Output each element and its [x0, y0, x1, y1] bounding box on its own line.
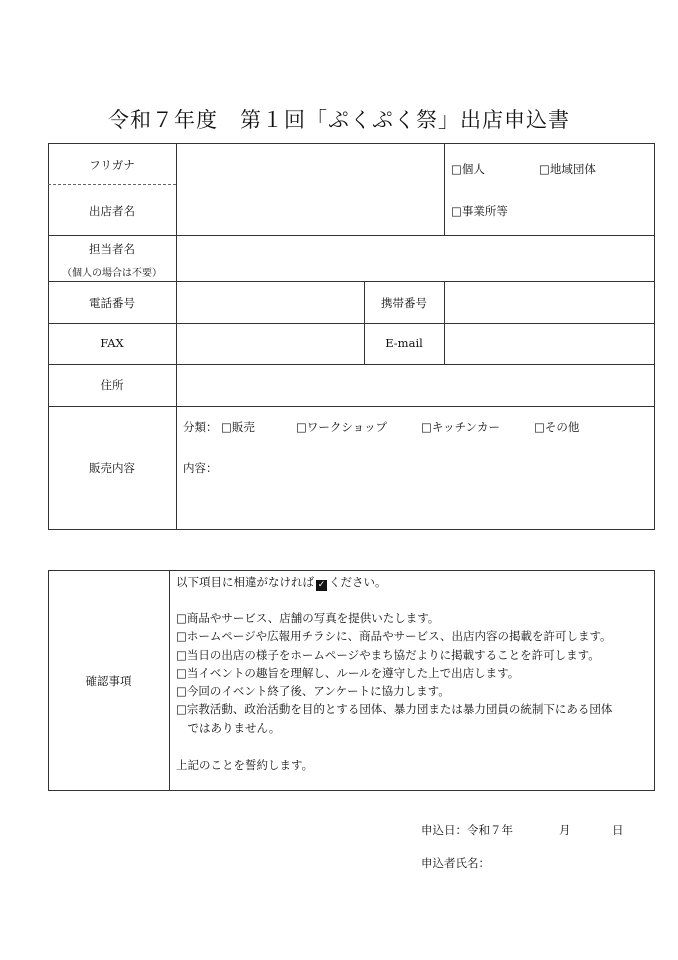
confirm-item[interactable]: □ホームページや広報用チラシに、商品やサービス、出店内容の掲載を許可します。 [176, 629, 612, 643]
confirm-item[interactable]: □当イベントの趣旨を理解し、ルールを遵守した上で出店します。 [176, 666, 520, 680]
furigana-label: フリガナ [89, 158, 135, 172]
fax-field[interactable] [177, 324, 364, 364]
category-other[interactable]: □その他 [534, 420, 580, 434]
confirm-item[interactable]: □当日の出店の様子をホームページやまち協だよりに掲載することを許可します。 [176, 648, 600, 662]
confirm-intro-after: ください。 [329, 575, 387, 589]
checkmark-icon: ✓ [317, 580, 326, 590]
person-field[interactable] [177, 236, 654, 281]
category-workshop[interactable]: □ワークショップ [296, 420, 388, 434]
fax-label: FAX [100, 336, 124, 350]
shop-name-label: 出店者名 [89, 204, 135, 218]
confirm-item[interactable]: □商品やサービス、店舗の写真を提供いたします。 [176, 611, 440, 625]
confirm-intro-before: 以下項目に相違がなければ [176, 575, 314, 589]
person-label: 担当者名 [89, 242, 135, 256]
mobile-label: 携帯番号 [381, 296, 427, 310]
furigana-field[interactable] [177, 144, 444, 184]
page-title: 令和７年度 第１回「ぷくぷく祭」出店申込書 [108, 108, 570, 132]
date-month: 月 [559, 823, 571, 837]
content-label: 内容： [183, 461, 218, 475]
option-business[interactable]: □事業所等 [451, 204, 508, 218]
category-label: 分類： [183, 420, 218, 434]
content-field[interactable] [220, 452, 650, 522]
option-local-group[interactable]: □地域団体 [539, 162, 596, 176]
confirm-header: 確認事項 [85, 674, 132, 688]
confirm-item[interactable]: □宗教活動、政治活動を目的とする団体、暴力団または暴力団員の統制下にある団体 [176, 702, 613, 716]
confirm-item-continued: ではありません。 [176, 721, 281, 735]
option-individual[interactable]: □個人 [451, 162, 485, 176]
address-field[interactable] [177, 365, 654, 406]
sales-label: 販売内容 [89, 461, 135, 475]
applicant-name-label: 申込者氏名： [421, 856, 490, 870]
confirm-intro [176, 574, 387, 591]
phone-field[interactable] [177, 282, 364, 323]
person-note: （個人の場合は不要） [62, 268, 162, 279]
email-label: E-mail [385, 336, 423, 350]
pledge-text: 上記のことを誓約します。 [176, 758, 314, 772]
category-sales[interactable]: □販売 [221, 420, 255, 434]
confirm-item[interactable]: □今回のイベント終了後、アンケートに協力します。 [176, 684, 450, 698]
date-day: 日 [612, 823, 624, 837]
address-label: 住所 [100, 378, 124, 392]
phone-label: 電話番号 [89, 296, 135, 310]
application-date-label: 申込日：令和７年 [421, 823, 513, 837]
mobile-field[interactable] [445, 282, 654, 323]
shop-name-field[interactable] [177, 185, 444, 235]
category-kitchen-car[interactable]: □キッチンカー [421, 420, 501, 434]
email-field[interactable] [445, 324, 654, 364]
